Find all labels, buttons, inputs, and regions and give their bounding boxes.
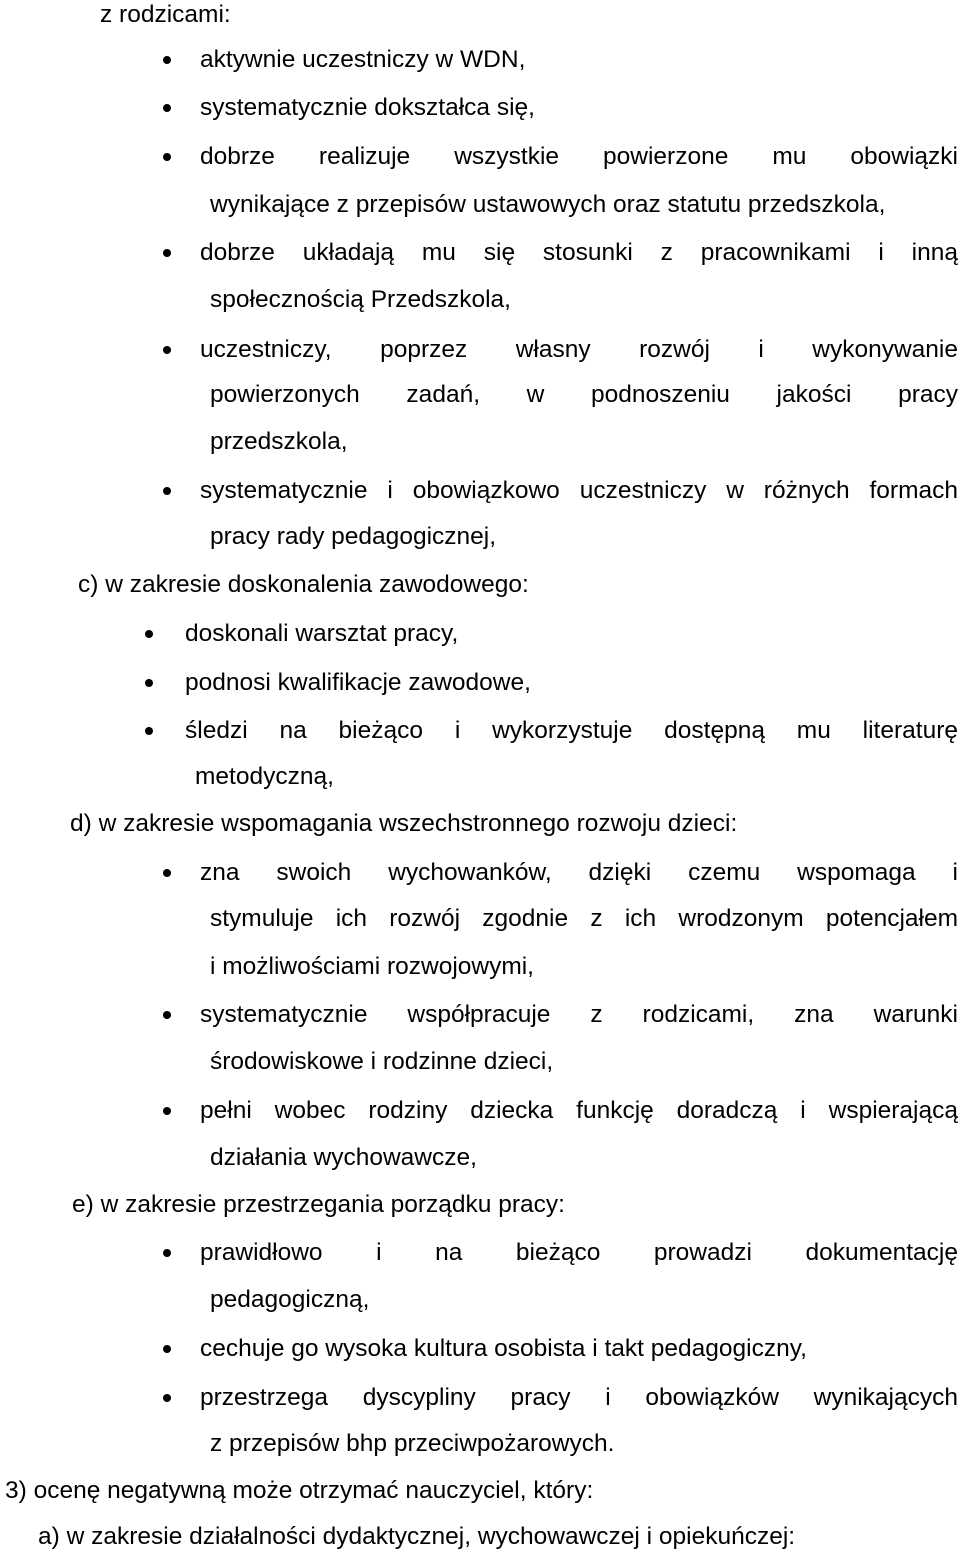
bullet-icon <box>163 869 171 877</box>
bullet-icon <box>145 679 153 687</box>
list-item-continuation: z przepisów bhp przeciwpożarowych. <box>210 1430 615 1457</box>
bullet-icon <box>163 1011 171 1019</box>
bullet-icon <box>163 1394 171 1402</box>
list-item: aktywnie uczestniczy w WDN, <box>200 46 526 73</box>
bullet-icon <box>163 249 171 257</box>
bullet-icon <box>163 1345 171 1353</box>
bullet-icon <box>163 1249 171 1257</box>
list-item-continuation: pedagogiczną, <box>210 1286 370 1313</box>
list-item-continuation: działania wychowawcze, <box>210 1144 477 1171</box>
list-item: systematycznie dokształca się, <box>200 94 535 121</box>
intro-text: z rodzicami: <box>100 1 231 28</box>
list-item: systematycznie współpracuje z rodzicami, zna warunki <box>200 1001 958 1028</box>
bullet-icon <box>145 630 153 638</box>
section-heading-e: e) w zakresie przestrzegania porządku pracy: <box>72 1191 565 1218</box>
list-item: prawidłowo i na bieżąco prowadzi dokumentację <box>200 1239 958 1266</box>
section-heading-c: c) w zakresie doskonalenia zawodowego: <box>78 571 529 598</box>
point-3-heading: 3) ocenę negatywną może otrzymać nauczyciel, który: <box>5 1477 594 1504</box>
list-item-continuation: stymuluje ich rozwój zgodnie z ich wrodzonym potencjałem <box>210 905 958 932</box>
list-item: zna swoich wychowanków, dzięki czemu wspomaga i <box>200 859 958 886</box>
bullet-icon <box>163 104 171 112</box>
bullet-icon <box>163 56 171 64</box>
list-item: śledzi na bieżąco i wykorzystuje dostępną mu literaturę <box>185 717 958 744</box>
list-item: pełni wobec rodziny dziecka funkcję doradczą i wspierającą <box>200 1097 958 1124</box>
bullet-icon <box>163 346 171 354</box>
list-item: cechuje go wysoka kultura osobista i takt pedagogiczny, <box>200 1335 807 1362</box>
list-item: dobrze realizuje wszystkie powierzone mu obowiązki <box>200 143 958 170</box>
list-item: dobrze układają mu się stosunki z pracownikami i inną <box>200 239 958 266</box>
list-item-continuation: metodyczną, <box>195 763 334 790</box>
list-item-continuation: wynikające z przepisów ustawowych oraz statutu przedszkola, <box>210 191 886 218</box>
list-item-continuation: środowiskowe i rodzinne dzieci, <box>210 1048 554 1075</box>
list-item-continuation: przedszkola, <box>210 428 348 455</box>
list-item: podnosi kwalifikacje zawodowe, <box>185 669 531 696</box>
bullet-icon <box>145 727 153 735</box>
bullet-icon <box>163 153 171 161</box>
list-item: doskonali warsztat pracy, <box>185 620 459 647</box>
section-heading-d: d) w zakresie wspomagania wszechstronnego rozwoju dzieci: <box>70 810 738 837</box>
list-item-continuation: społecznością Przedszkola, <box>210 286 511 313</box>
list-item: systematycznie i obowiązkowo uczestniczy w różnych formach <box>200 477 958 504</box>
list-item-continuation: pracy rady pedagogicznej, <box>210 523 497 550</box>
point-3a-heading: a) w zakresie działalności dydaktycznej, wychowawczej i opiekuńczej: <box>38 1523 796 1550</box>
list-item-continuation: i możliwościami rozwojowymi, <box>210 953 534 980</box>
list-item: uczestniczy, poprzez własny rozwój i wykonywanie <box>200 336 958 363</box>
bullet-icon <box>163 487 171 495</box>
list-item: przestrzega dyscypliny pracy i obowiązków wynikających <box>200 1384 958 1411</box>
list-item-continuation: powierzonych zadań, w podnoszeniu jakości pracy <box>210 381 958 408</box>
bullet-icon <box>163 1107 171 1115</box>
